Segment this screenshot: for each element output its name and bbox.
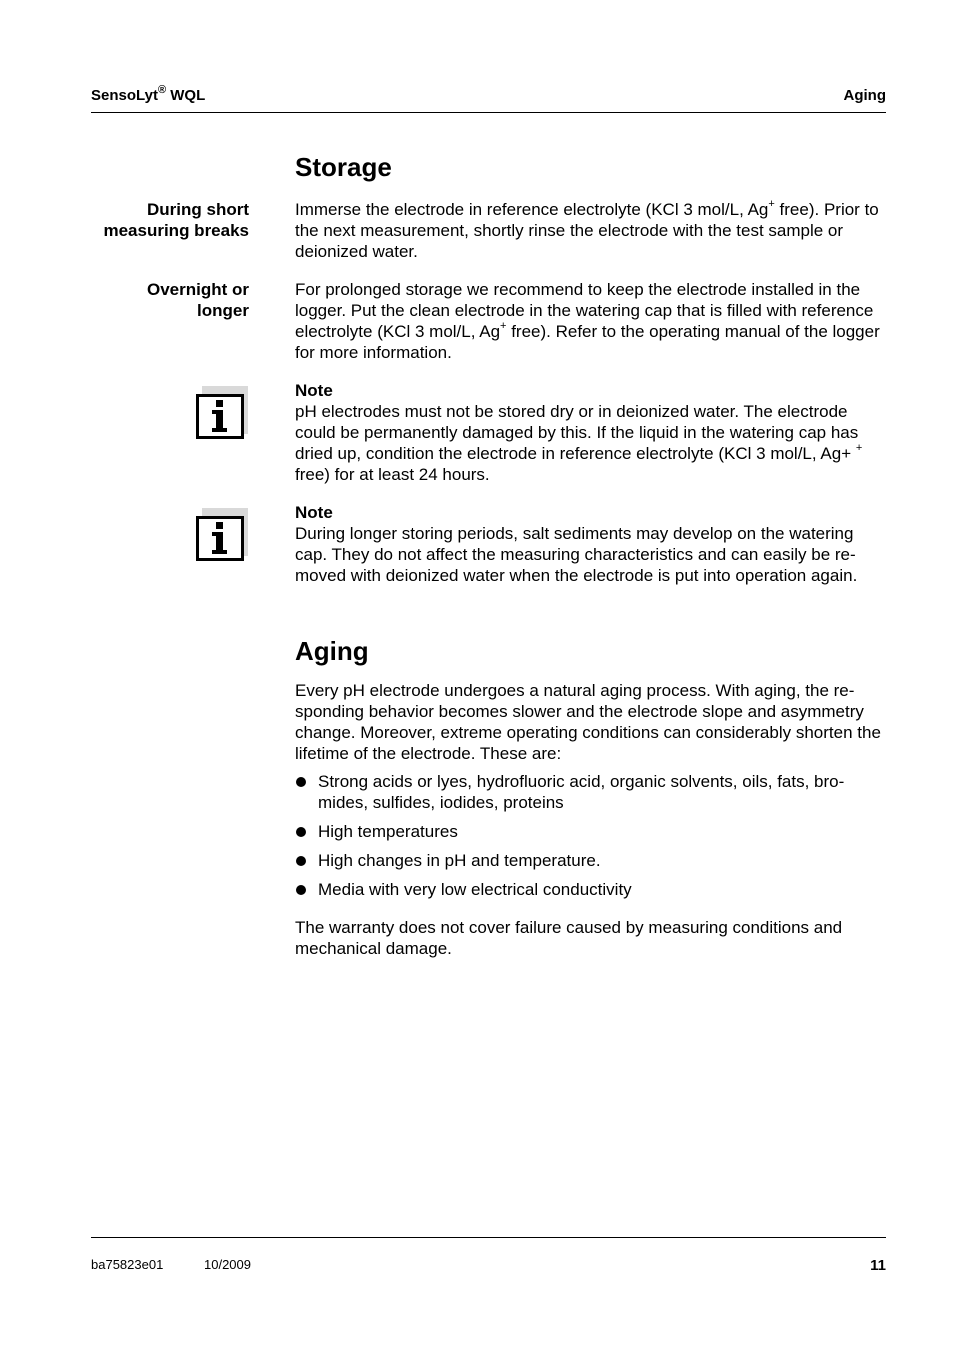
bullet-text: High temperatures bbox=[318, 822, 458, 841]
short-breaks-label-line2: measuring breaks bbox=[103, 221, 249, 240]
footer-rule bbox=[91, 1237, 886, 1238]
list-item bbox=[295, 821, 887, 842]
short-breaks-label bbox=[59, 199, 249, 241]
info-icon bbox=[196, 386, 248, 440]
aging-bullet-list bbox=[295, 771, 887, 908]
header-product-model: WQL bbox=[170, 87, 206, 104]
info-icon bbox=[196, 508, 248, 562]
short-breaks-text-a: Immerse the electrode in reference electrolyte (KCl 3 mol/L, Ag bbox=[295, 200, 769, 219]
bullet-icon bbox=[296, 777, 306, 787]
overnight-label-line2: longer bbox=[197, 301, 249, 320]
note1-text-b: free) for at least 24 hours. bbox=[295, 465, 490, 484]
footer-doc-id: ba75823e01 bbox=[91, 1257, 164, 1272]
short-breaks-sup: + bbox=[768, 198, 775, 211]
note2 bbox=[295, 502, 887, 586]
note2-title: Note bbox=[295, 503, 333, 522]
page-number: 11 bbox=[870, 1257, 886, 1274]
overnight-text-a: For prolonged storage we recommend to keep the electrode installed in the logger. Put the clean electrode in the watering cap that is filled with reference electrolyte (KCl 3 mol/L, Ag bbox=[295, 280, 874, 341]
header-section: Aging bbox=[843, 87, 886, 104]
list-item bbox=[295, 850, 887, 871]
aging-intro: Every pH electrode undergoes a natural aging process. With aging, the re-sponding behavior becomes slower and the electrode slope and asymmetry change. Moreover, extreme operating conditions can considerably shorten the lifetime of the electrode. These are: bbox=[295, 681, 881, 763]
note2-text: During longer storing periods, salt sediments may develop on the watering cap. They do not affect the measuring characteristics and can easily be re-moved with deionized water when the electrode is put into operation again. bbox=[295, 524, 858, 585]
short-breaks-text bbox=[295, 199, 887, 262]
bullet-text: High changes in pH and temperature. bbox=[318, 851, 601, 870]
list-item bbox=[295, 771, 887, 813]
short-breaks-label-line1: During short bbox=[147, 200, 249, 219]
footer-date: 10/2009 bbox=[204, 1257, 251, 1272]
note1-title: Note bbox=[295, 381, 333, 400]
storage-heading: Storage bbox=[295, 152, 392, 182]
header-product bbox=[91, 84, 206, 105]
note1-sup: + bbox=[855, 442, 863, 455]
list-item bbox=[295, 879, 887, 900]
short-breaks-text-b: free). Prior to the next measurement, shortly rinse the electrode with the test sample or deionized water. bbox=[295, 200, 879, 261]
header-product-name: SensoLyt bbox=[91, 87, 158, 104]
bullet-icon bbox=[296, 856, 306, 866]
note1-text-a: pH electrodes must not be stored dry or in deionized water. The electrode could be permanently damaged by this. If the liquid in the watering cap has dried up, condition the electrode in reference electrolyte (KCl 3 mol/L, Ag+ bbox=[295, 402, 859, 463]
bullet-icon bbox=[296, 885, 306, 895]
bullet-text: Strong acids or lyes, hydrofluoric acid, organic solvents, oils, fats, bro-mides, sulfides, iodides, proteins bbox=[318, 772, 845, 812]
overnight-label bbox=[59, 279, 249, 321]
overnight-label-line1: Overnight or bbox=[146, 280, 249, 299]
warranty-text: The warranty does not cover failure caused by measuring conditions and mechanical damage. bbox=[295, 918, 843, 958]
overnight-text bbox=[295, 279, 887, 363]
overnight-sup: + bbox=[500, 320, 507, 333]
note1 bbox=[295, 380, 887, 485]
bullet-icon bbox=[296, 827, 306, 837]
bullet-text: Media with very low electrical conductivity bbox=[318, 880, 632, 899]
aging-heading: Aging bbox=[295, 636, 369, 666]
registered-mark: ® bbox=[157, 84, 167, 96]
header-rule bbox=[91, 112, 886, 113]
overnight-text-b: free). Refer to the operating manual of the logger for more information. bbox=[295, 322, 880, 362]
